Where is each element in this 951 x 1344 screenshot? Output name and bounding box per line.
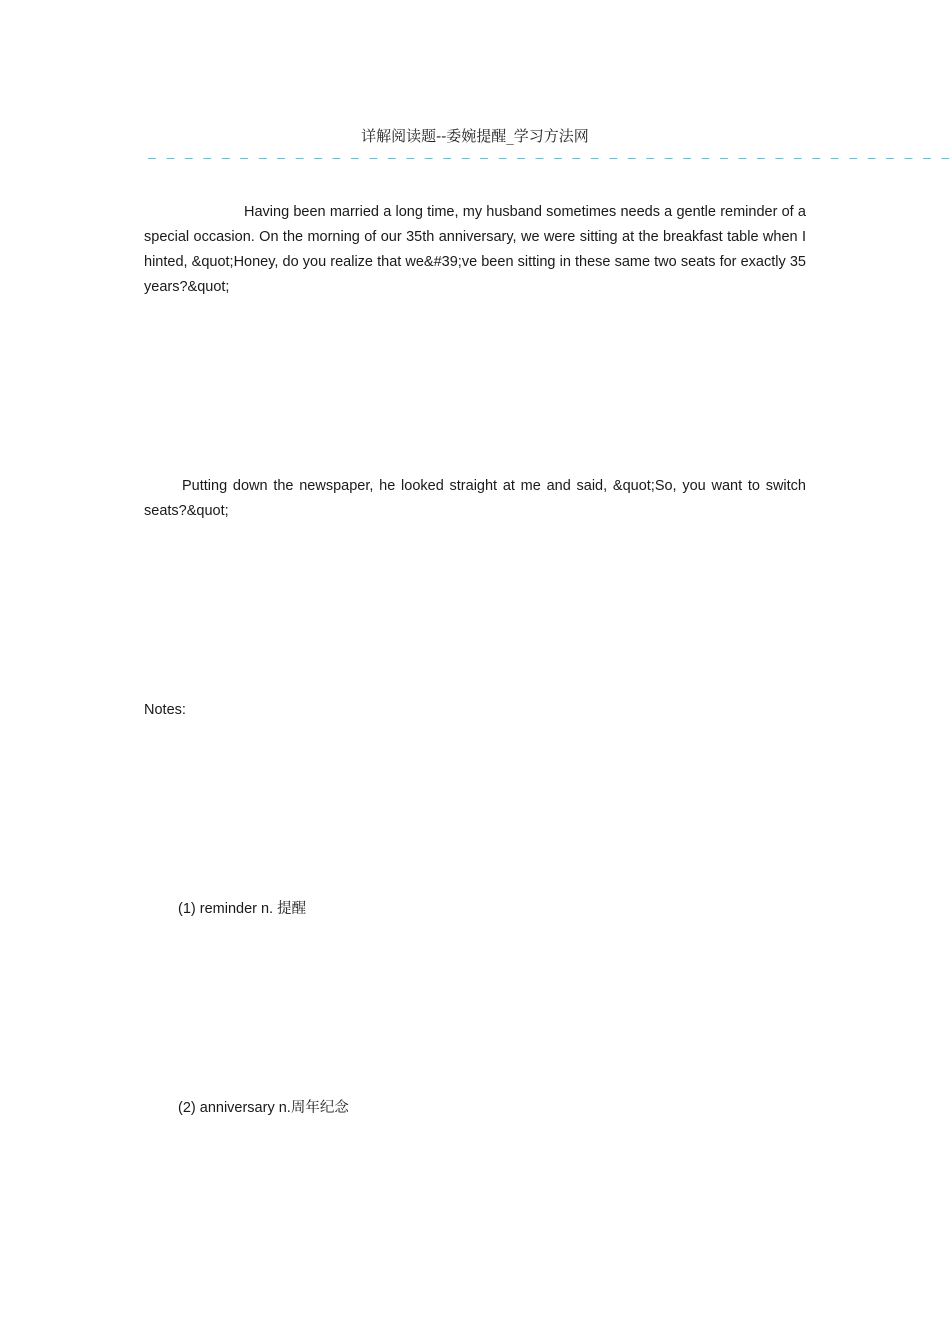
note-item-reminder: (1) reminder n. 提醒 (178, 901, 307, 917)
note-item-anniversary: (2) anniversary n.周年纪念 (178, 1100, 349, 1116)
page-title: 详解阅读题--委婉提醒_学习方法网 (361, 127, 589, 145)
title-divider: — — — — — — — — — — — — — — — — — — — — — — — — — — — — — — — — — — — — — — — — — — — — (148, 151, 951, 166)
story-paragraph-2: Putting down the newspaper, he looked straight at me and said, &quot;So, you want to switch seats?&quot; (144, 478, 806, 519)
story-paragraph-1: Having been married a long time, my husband sometimes needs a gentle reminder of a special occasion. On the morning of our 35th anniversary, we were sitting at the breakfast table when I hinted, &quot;Honey, do you realize that we&#39;ve been sitting in these same two seats for exactly 35 years?&quot; (144, 204, 806, 295)
notes-heading: Notes: (144, 702, 186, 718)
